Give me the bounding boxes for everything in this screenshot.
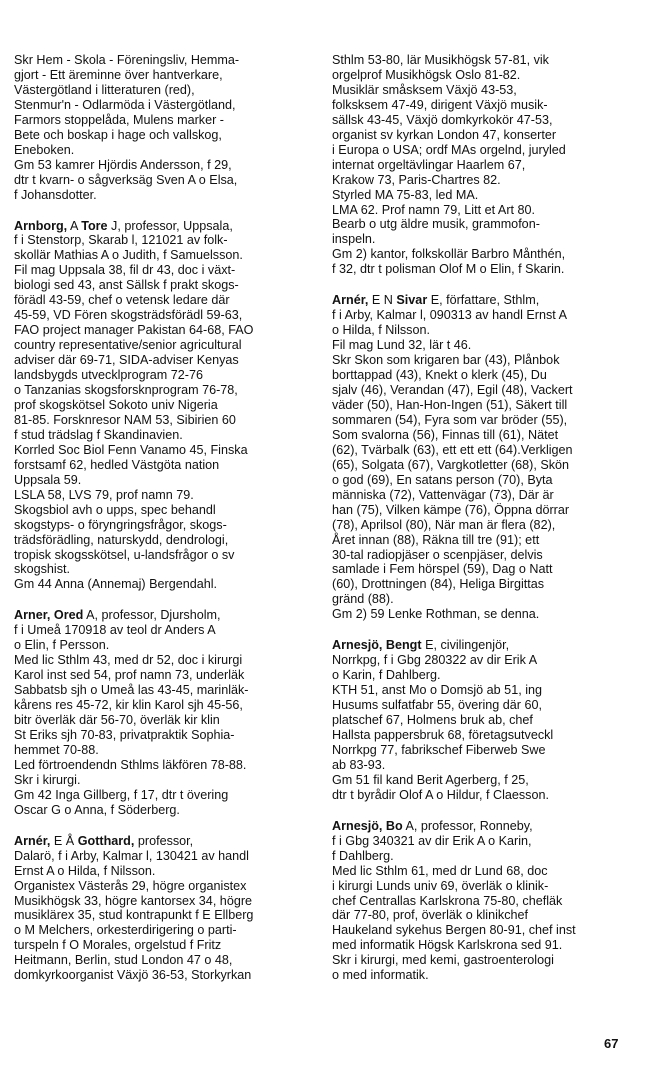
- entry-callname: Bo: [385, 818, 403, 833]
- entry-heading: [14, 608, 314, 623]
- entry-arner-ored: [14, 608, 314, 817]
- entry-initials: E Å: [50, 833, 78, 848]
- entry-surname: Arnér,: [14, 833, 51, 848]
- entry-surname: Arnesjö,: [332, 818, 383, 833]
- continuation-text: Skr Hem - Skola - Föreningsliv, Hemma- gjort - Ett äreminne över hantverkare, Västergötland i litteraturen (red), Stenmur'n - Odlarmöda i Västergötland, Farmors stoppelåda, Mulens marker - Bete och boskap i hage och vallskog, Eneboken. Gm 53 kamrer Hjördis Andersson, f 29, dtr t kvarn- o sågverksäg Sven A o Elsa, f Johansdotter.: [14, 53, 240, 202]
- entry-heading-rest: J, professor, Uppsala,: [107, 218, 233, 233]
- entry-initials: E N: [368, 293, 397, 308]
- entry-heading: [14, 219, 314, 234]
- entry-arnesjo-bengt: [332, 638, 644, 802]
- entry-body: f i Arby, Kalmar l, 090313 av handl Ernst A o Hilda, f Nilsson. Fil mag Lund 32, lär t 46. Skr Skon som krigaren bar (43), Plånbok borttappad (43), Knekt o klerk (45), Du sjalv (46), Verandan (47), Egil (48), Vackert väder (50), Han-Hon-Ingen (51), Säkert till sommaren (54), Fyra som var bröder (55), Som svalorna (56), Finnas till (61), Nätet (62), Tvärbalk (63), ett ett ett (64).Verkligen (65), Solgata (67), Vargkotletter (68), Skön o god (69), En satans person (70), Byta människa (72), Vattenvägar (73), Där är han (75), Vilken kämpe (76), Öppna dörrar (78), Aprilsol (80), När man är flera (82), Året innan (88), Räkna till tre (91); ett 30-tal radiopjäser o scenpjäser, delvis samlade i Fem hörspel (59), Dag o Natt (60), Drottningen (84), Heliga Birgittas gränd (88). Gm 2) 59 Lenke Rothman, se denna.: [332, 308, 573, 622]
- right-column: [332, 53, 644, 983]
- entry-arner-gotthard: [14, 834, 314, 984]
- entry-body: Norrkpg, f i Gbg 280322 av dir Erik A o Karin, f Dahlberg. KTH 51, anst Mo o Domsjö ab 51, ing Husums sulfatfabr 55, övering där 60, platschef 67, Holmens bruk ab, chef Hallsta pappersbruk 68, företagsutveckl Norrkpg 77, fabrikschef Fiberweb Swe ab 83-93. Gm 51 fil kand Berit Agerberg, f 25, dtr t byrådir Olof A o Hildur, f Claesson.: [332, 653, 554, 802]
- entry-heading: [332, 638, 644, 653]
- entry-surname: Arnér,: [332, 293, 369, 308]
- entry-surname: Arner,: [14, 608, 51, 623]
- entry-callname: Bengt: [385, 638, 422, 653]
- entry-arner-sivar: [332, 293, 644, 622]
- entry-callname: Gotthard,: [77, 833, 135, 848]
- entry-heading-rest: professor,: [134, 833, 194, 848]
- entry-heading: [332, 819, 644, 834]
- entry-body: Dalarö, f i Arby, Kalmar l, 130421 av handl Ernst A o Hilda, f Nilsson. Organistex Västerås 29, högre organistex Musikhögsk 33, högre kantorsex 34, högre musiklärex 35, stud kontrapunkt f E Ellberg o M Melchers, orkesterdirigering o parti- turspeln f O Morales, orgelstud f Fritz Heitmann, Berlin, stud London 47 o 48, domkyrkoorganist Växjö 36-53, Storkyrkan: [14, 848, 254, 983]
- entry-body: f i Umeå 170918 av teol dr Anders A o Elin, f Persson. Med lic Sthlm 43, med dr 52, doc i kirurgi Karol inst sed 54, prof namn 73, underläk Sabbatsb sjh o Umeå las 43-45, marinläk- kårens res 45-72, kir klin Karol sjh 45-56, bitr överläk där 56-70, överläk kir klin St Eriks sjh 70-83, privatpraktik Sophia- hemmet 70-88. Led förtroendendn Sthlms läkfören 78-88. Skr i kirurgi. Gm 42 Inga Gillberg, f 17, dtr t övering Oscar G o Anna, f Söderberg.: [14, 623, 249, 817]
- entry-surname: Arnesjö,: [332, 638, 383, 653]
- entry-callname: Sivar: [396, 293, 428, 308]
- entry-heading-rest: A, professor, Ronneby,: [402, 818, 533, 833]
- entry-heading-rest: E, civilingenjör,: [421, 638, 510, 653]
- entry-arnborg-tore: [14, 219, 314, 593]
- entry-surname: Arnborg,: [14, 218, 68, 233]
- entry-callname: Ored: [53, 608, 84, 623]
- entry-heading-rest: A, professor, Djursholm,: [83, 608, 221, 623]
- left-column: [14, 53, 314, 983]
- entry-heading: [332, 293, 644, 308]
- entry-initials: A: [67, 218, 82, 233]
- continuation-text: Sthlm 53-80, lär Musikhögsk 57-81, vik orgelprof Musikhögsk Oslo 81-82. Musiklär småsksem Växjö 43-53, folksksem 47-49, dirigent Växjö musik- sällsk 43-45, Växjö domkyrkokör 47-53, organist sv kyrkan London 47, konserter i Europa o USA; ordf MAs orgelnd, juryled internat orgeltävlingar Haarlem 67, Krakow 73, Paris-Chartres 82. Styrled MA 75-83, led MA. LMA 62. Prof namn 79, Litt et Art 80. Bearb o utg äldre musik, grammofon- inspeln. Gm 2) kantor, folkskollär Barbro Månthén, f 32, dtr t polisman Olof M o Elin, f Skarin.: [332, 53, 566, 277]
- page-number: 67: [604, 1036, 619, 1051]
- entry-arnesjo-bo: [332, 819, 644, 983]
- entry-body: f i Gbg 340321 av dir Erik A o Karin, f Dahlberg. Med lic Sthlm 61, med dr Lund 68, doc i kirurgi Lunds univ 69, överläk o klinik- chef Centrallas Karlskrona 75-80, chefläk där 77-80, prof, överläk o klinikchef Haukeland sykehus Bergen 80-91, chef inst med informatik Högsk Karlskrona sed 91. Skr i kirurgi, med kemi, gastroenterologi o med informatik.: [332, 833, 576, 983]
- entry-body: f i Stenstorp, Skarab l, 121021 av folk- skollär Mathias A o Judith, f Samuelsson. Fil mag Uppsala 38, fil dr 43, doc i växt- biologi sed 43, anst Sällsk f prakt skogs- förädl 43-59, chef o vetensk ledare där 45-59, VD Fören skogsträdsförädl 59-63, FAO project manager Pakistan 64-68, FAO country representative/senior agricultural adviser där 69-71, SIDA-adviser Kenyas landsbygds utvecklprogram 72-76 o Tanzanias skogsforsknprogram 76-78, prof skogskötsel Sokoto univ Nigeria 81-85. Forsknresor NAM 53, Sibirien 60 f stud trädslag f Skandinavien. Korrled Soc Biol Fenn Vanamo 45, Finska forstsamf 62, hedled Västgöta nation Uppsala 59. LSLA 58, LVS 79, prof namn 79. Skogsbiol avh o upps, spec behandl skogstyps- o föryngringsfrågor, skogs- trädsförädling, naturskydd, dendrologi, tropisk skogsskötsel, u-landsfrågor o sv skogshist. Gm 44 Anna (Annemaj) Bergendahl.: [14, 233, 254, 592]
- entry-heading-rest: E, författare, Sthlm,: [427, 293, 540, 308]
- entry-heading: [14, 834, 314, 849]
- entry-callname: Tore: [81, 218, 108, 233]
